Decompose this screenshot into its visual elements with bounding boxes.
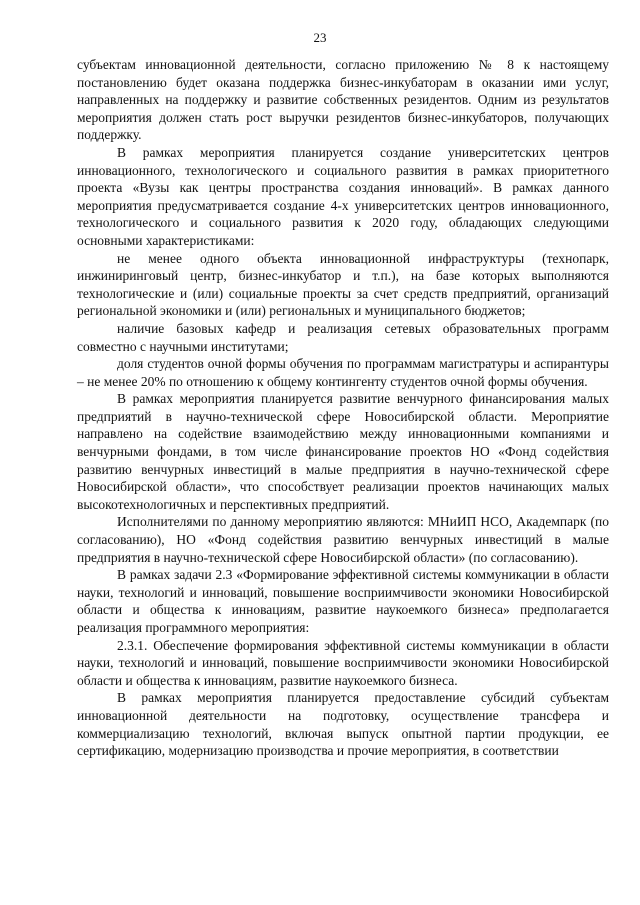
paragraph-10: В рамках мероприятия планируется предоставление субсидий субъектам инновационной деятельности на подготовку, осуществление трансфера и коммерциализацию технологий, включая выпуск опытной партии продукции, ее сертификацию, модернизацию производства и прочие мероприятия, в соответствии xyxy=(77,690,609,759)
page-number: 23 xyxy=(313,30,327,45)
paragraph-1: субъектам инновационной деятельности, согласно приложению № 8 к настоящему постановлению будет оказана поддержка бизнес-инкубаторам в оказании ими услуг, направленных на поддержку и развитие собственных резидентов. Одним из результатов мероприятия должен стать рост выручки резидентов бизнес-инкубаторов, получающих поддержку. xyxy=(77,57,609,143)
page-body xyxy=(77,56,609,760)
paragraph-3: не менее одного объекта инновационной инфраструктуры (технопарк, инжиниринговый центр, бизнес-инкубатор и т.п.), на базе которых выполняются технологические и (или) социальные проекты за счет средств предприятий, организаций региональной экономики и (или) региональных и муниципального бюджетов; xyxy=(77,250,609,319)
paragraph-7: Исполнителями по данному мероприятию являются: МНиИП НСО, Академпарк (по согласованию), НО «Фонд содействия развитию венчурных инвестиций в малые предприятия в научно-технической сфере Новосибирской области» (по согласованию). xyxy=(77,514,609,565)
paragraph-5: доля студентов очной формы обучения по программам магистратуры и аспирантуры – не менее 20% по отношению к общему контингенту студентов очной формы обучения. xyxy=(77,356,609,389)
paragraph-2: В рамках мероприятия планируется создание университетских центров инновационного, технологического и социального развития в рамках приоритетного проекта «Вузы как центры пространства создания инноваций». В рамках данного мероприятия предусматривается создание 4-х университетских центров инновационного, технологического и социального развития к 2020 году, обладающих следующими основными характеристиками: xyxy=(77,144,609,248)
paragraph-4: наличие базовых кафедр и реализация сетевых образовательных программ совместно с научными институтами; xyxy=(77,320,609,354)
paragraph-8: В рамках задачи 2.3 «Формирование эффективной системы коммуникации в области науки, технологий и инноваций, повышение восприимчивости экономики Новосибирской области и общества к инновациям, развитие наукоемкого бизнеса» предполагается реализация программного мероприятия: xyxy=(77,567,609,635)
paragraph-9: 2.3.1. Обеспечение формирования эффективной системы коммуникации в области науки, технологий и инноваций, повышение восприимчивости экономики Новосибирской области и общества к инновациям, развитие наукоемкого бизнеса. xyxy=(77,637,609,688)
paragraph-6: В рамках мероприятия планируется развитие венчурного финансирования малых предприятий в научно-технической сфере Новосибирской области. Мероприятие направлено на содействие взаимодействию между инновационными компаниями и венчурными фондами, в том числе финансирование проектов НО «Фонд содействия развитию венчурных инвестиций в малые предприятия в научно-технической сфере Новосибирской области», что способствует реализации проектов начинающих малых высокотехнологичных и перспективных предприятий. xyxy=(77,391,609,512)
